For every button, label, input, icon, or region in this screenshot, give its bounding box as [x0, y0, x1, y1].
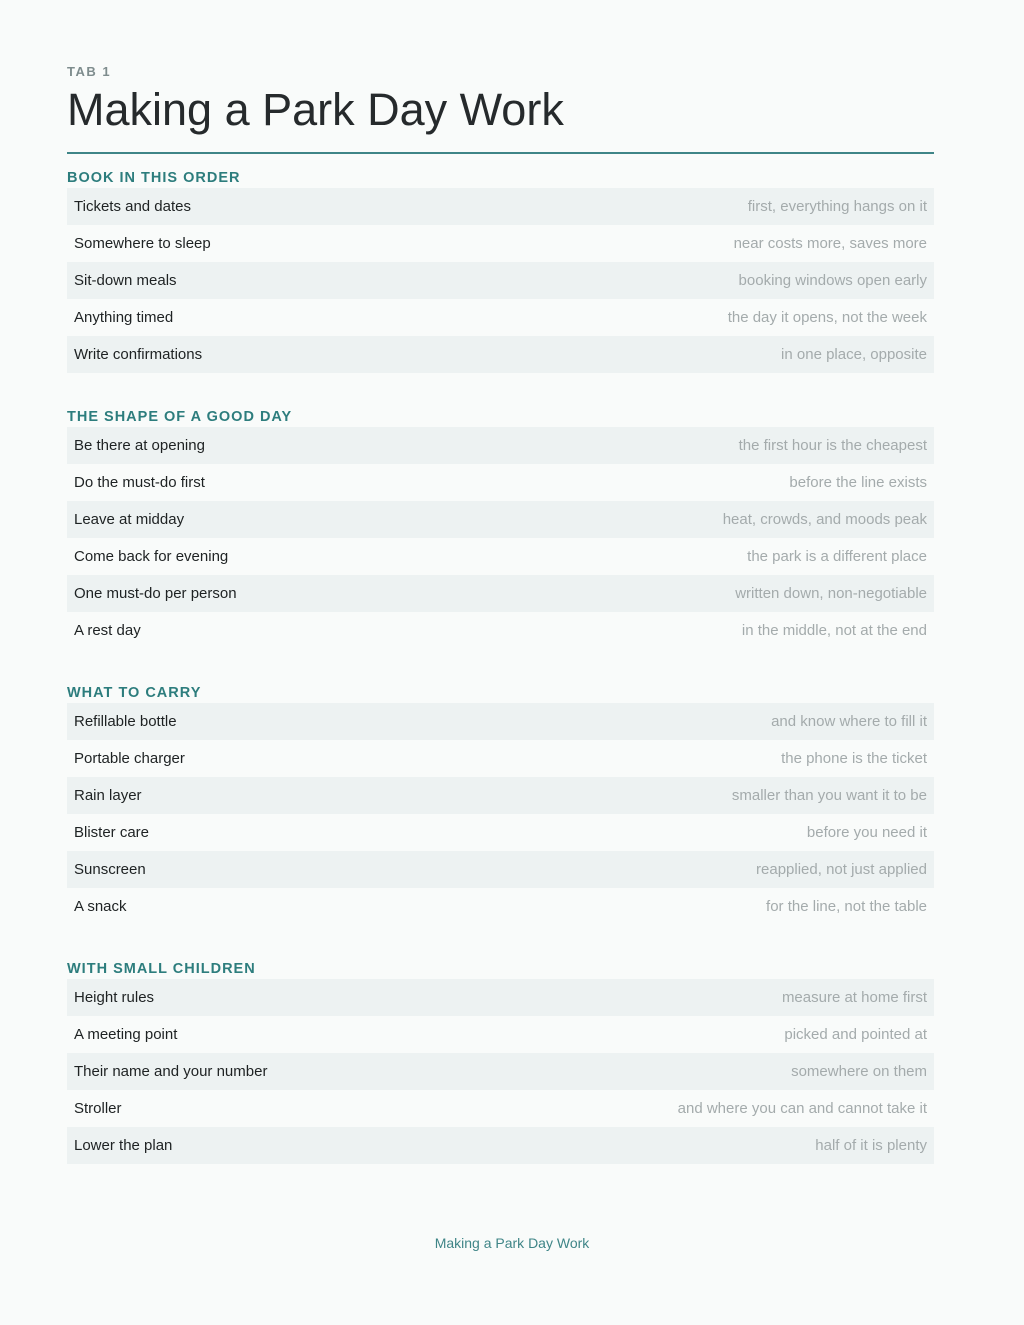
- item-label: Leave at midday: [74, 511, 185, 528]
- item-note: before the line exists: [789, 474, 927, 491]
- title-divider: [67, 152, 934, 154]
- list-item: [67, 427, 934, 464]
- list-item: [67, 1016, 934, 1053]
- tab-label: TAB 1: [67, 64, 112, 79]
- item-note: and where you can and cannot take it: [677, 1100, 927, 1117]
- list-item: [67, 336, 934, 373]
- item-note: the phone is the ticket: [781, 750, 927, 767]
- item-note: smaller than you want it to be: [731, 787, 927, 804]
- section-heading: BOOK IN THIS ORDER: [67, 170, 241, 186]
- section-what-to-carry: [67, 683, 934, 925]
- item-label: Write confirmations: [74, 346, 203, 363]
- section-with-small-children: [67, 959, 934, 1164]
- item-label: Their name and your number: [74, 1063, 268, 1080]
- item-label: Height rules: [74, 989, 155, 1006]
- list-item: [67, 1090, 934, 1127]
- item-label: Anything timed: [74, 309, 174, 326]
- item-note: somewhere on them: [791, 1063, 927, 1080]
- item-note: the park is a different place: [747, 548, 927, 565]
- section-book-in-this-order: [67, 168, 934, 373]
- list-item: [67, 188, 934, 225]
- item-label: One must-do per person: [74, 585, 237, 602]
- item-label: Come back for evening: [74, 548, 229, 565]
- section-heading: THE SHAPE OF A GOOD DAY: [67, 409, 293, 425]
- item-note: first, everything hangs on it: [747, 198, 927, 215]
- item-note: the day it opens, not the week: [727, 309, 927, 326]
- list-item: [67, 612, 934, 649]
- item-note: in the middle, not at the end: [741, 622, 927, 639]
- item-list: [67, 703, 934, 925]
- list-item: [67, 1053, 934, 1090]
- item-note: picked and pointed at: [784, 1026, 927, 1043]
- item-note: near costs more, saves more: [733, 235, 927, 252]
- list-item: [67, 299, 934, 336]
- item-note: the first hour is the cheapest: [738, 437, 927, 454]
- list-item: [67, 1127, 934, 1164]
- item-note: reapplied, not just applied: [756, 861, 927, 878]
- item-note: for the line, not the table: [766, 898, 927, 915]
- list-item: [67, 777, 934, 814]
- item-label: Do the must-do first: [74, 474, 205, 491]
- item-note: measure at home first: [781, 989, 927, 1006]
- list-item: [67, 538, 934, 575]
- list-item: [67, 888, 934, 925]
- list-item: [67, 225, 934, 262]
- item-label: Portable charger: [74, 750, 185, 767]
- list-item: [67, 464, 934, 501]
- section-shape-of-a-good-day: [67, 407, 934, 649]
- item-note: written down, non-negotiable: [735, 585, 927, 602]
- list-item: [67, 979, 934, 1016]
- item-label: Blister care: [74, 824, 150, 841]
- item-list: [67, 427, 934, 649]
- item-note: in one place, opposite: [781, 346, 927, 363]
- list-item: [67, 740, 934, 777]
- item-list: [67, 188, 934, 373]
- list-item: [67, 501, 934, 538]
- item-label: Somewhere to sleep: [74, 235, 211, 252]
- item-label: Lower the plan: [74, 1137, 173, 1154]
- item-label: Refillable bottle: [74, 713, 177, 730]
- item-note: heat, crowds, and moods peak: [722, 511, 927, 528]
- list-item: [67, 703, 934, 740]
- item-note: and know where to fill it: [771, 713, 927, 730]
- item-list: [67, 979, 934, 1164]
- item-label: Be there at opening: [74, 437, 205, 454]
- item-note: booking windows open early: [738, 272, 927, 289]
- item-label: A meeting point: [74, 1026, 178, 1043]
- item-label: Rain layer: [74, 787, 142, 804]
- section-heading: WITH SMALL CHILDREN: [67, 961, 256, 977]
- item-label: A rest day: [74, 622, 141, 639]
- item-note: half of it is plenty: [815, 1137, 927, 1154]
- item-label: A snack: [74, 898, 127, 915]
- section-heading: WHAT TO CARRY: [67, 685, 202, 701]
- item-label: Stroller: [74, 1100, 122, 1117]
- page-title: Making a Park Day Work: [67, 84, 564, 135]
- item-label: Sunscreen: [74, 861, 146, 878]
- list-item: [67, 851, 934, 888]
- list-item: [67, 262, 934, 299]
- list-item: [67, 575, 934, 612]
- item-note: before you need it: [806, 824, 927, 841]
- item-label: Tickets and dates: [74, 198, 192, 215]
- list-item: [67, 814, 934, 851]
- item-label: Sit-down meals: [74, 272, 177, 289]
- page-footer: Making a Park Day Work: [434, 1235, 590, 1251]
